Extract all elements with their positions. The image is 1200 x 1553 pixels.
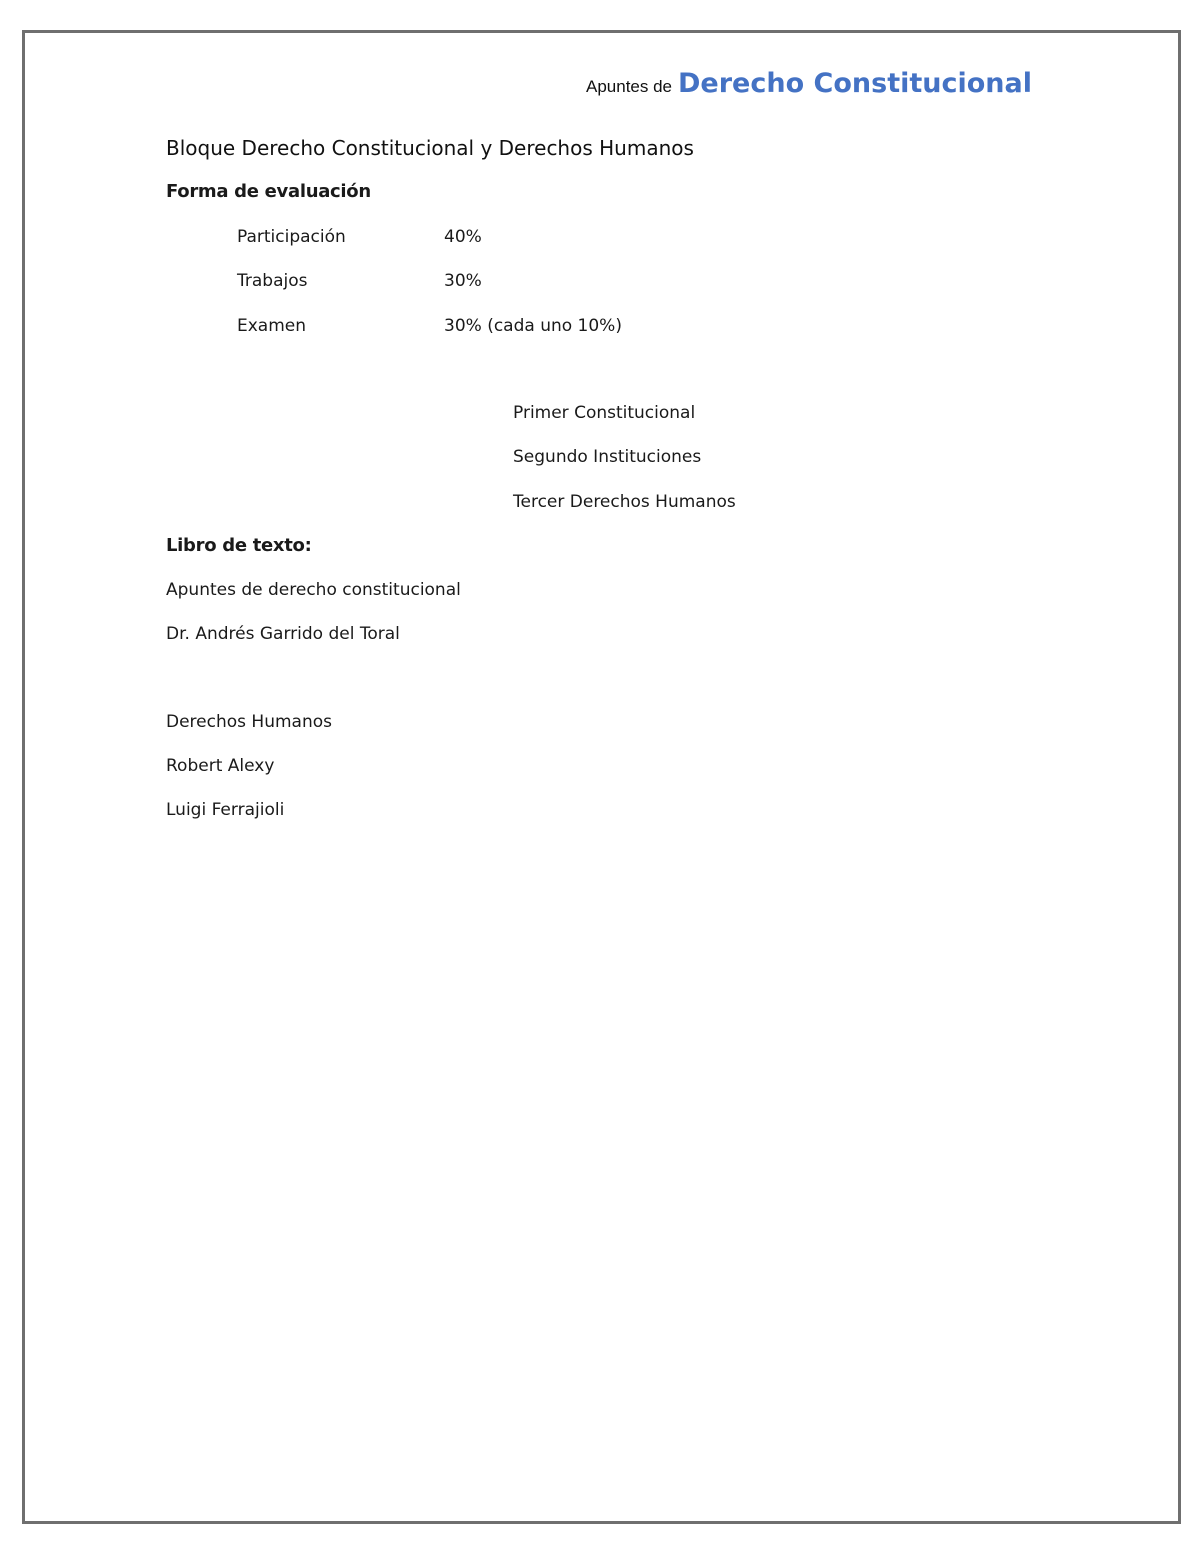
textbook-line: Derechos Humanos: [166, 712, 332, 732]
evaluation-label: Trabajos: [237, 271, 308, 291]
evaluation-heading: Forma de evaluación: [166, 181, 371, 202]
page-frame: [22, 30, 1181, 1524]
evaluation-value: 30% (cada uno 10%): [444, 316, 622, 336]
textbook-line: Dr. Andrés Garrido del Toral: [166, 624, 400, 644]
textbook-heading: Libro de texto:: [166, 535, 312, 556]
evaluation-label: Examen: [237, 316, 307, 336]
textbook-line: Luigi Ferrajioli: [166, 800, 285, 820]
header-prefix: Apuntes de: [586, 77, 673, 96]
document-header: [586, 68, 1032, 99]
exam-item: Tercer Derechos Humanos: [513, 492, 736, 512]
textbook-line: Robert Alexy: [166, 756, 275, 776]
evaluation-value: 40%: [444, 227, 482, 247]
exam-item: Segundo Instituciones: [513, 447, 702, 467]
header-title: Derecho Constitucional: [678, 68, 1032, 99]
block-title: Bloque Derecho Constitucional y Derechos Humanos: [166, 136, 694, 160]
evaluation-value: 30%: [444, 271, 482, 291]
textbook-line: Apuntes de derecho constitucional: [166, 580, 461, 600]
evaluation-label: Participación: [237, 227, 346, 247]
exam-item: Primer Constitucional: [513, 403, 696, 423]
